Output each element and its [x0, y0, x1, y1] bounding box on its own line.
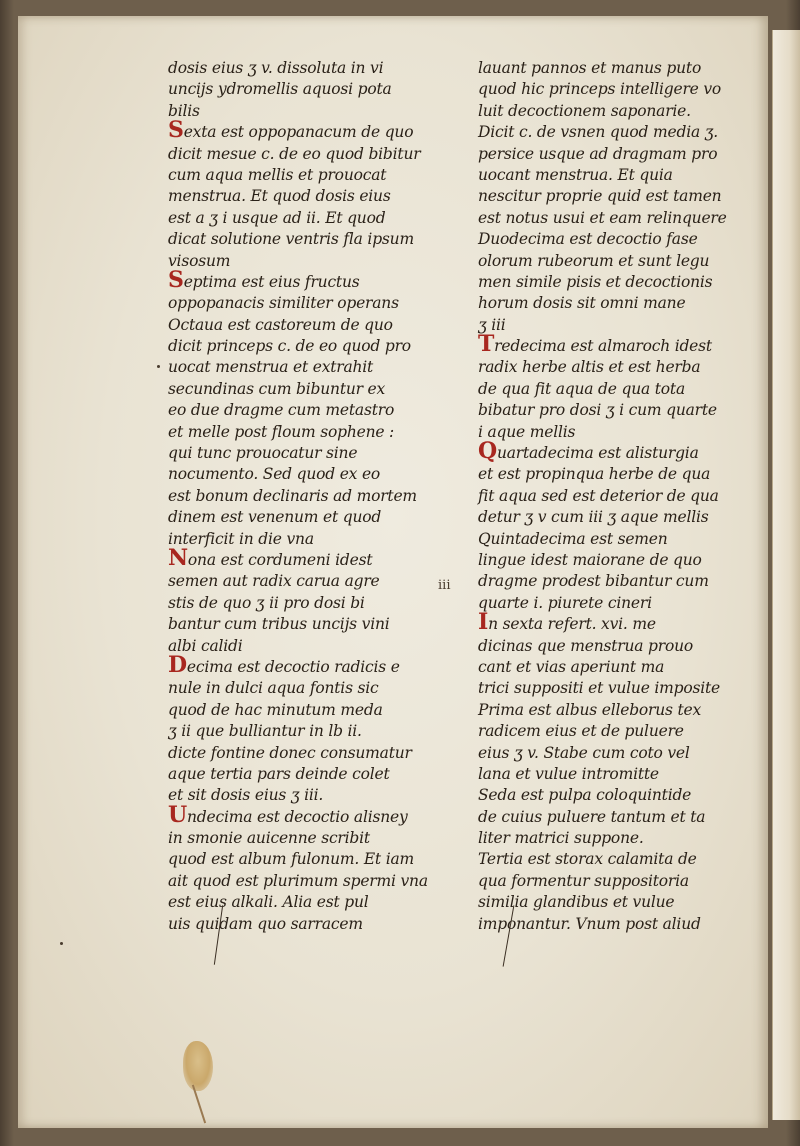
text-line: est a ʒ i usque ad ii. Et quod	[168, 208, 386, 227]
text-line: lauant pannos et manus puto	[478, 59, 702, 77]
text-line: qua formentur suppositoria	[478, 871, 689, 890]
text-line: quod est album fulonum. Et iam	[168, 850, 414, 869]
text-line: dragme prodest bibantur cum	[478, 572, 709, 591]
text-line: Seda est pulpa coloquintide	[478, 786, 692, 805]
text-line: et est propinqua herbe de qua	[478, 465, 711, 484]
text-line: uocat menstrua et extrahit	[168, 358, 374, 377]
rubric-initial: T	[478, 331, 495, 358]
text-line: men simile pisis et decoctionis	[478, 272, 713, 291]
text-line: uncijs ydromellis aquosi pota	[168, 80, 392, 99]
text-line: quod hic princeps intelligere vo	[478, 80, 722, 99]
text-line: de cuius puluere tantum et ta	[478, 807, 706, 826]
text-line: semen aut radix carua agre	[168, 572, 380, 591]
text-line: luit decoctionem saponarie.	[478, 101, 691, 120]
rubric-initial: N	[168, 544, 188, 571]
text-line: visosum	[168, 251, 231, 270]
text-line: dicte fontine donec consumatur	[168, 743, 412, 762]
text-line: oppopanacis similiter operans	[168, 294, 399, 313]
text-line: stis de quo ʒ ii pro dosi bi	[168, 593, 365, 612]
text-line: dosis eius ʒ v. dissoluta in vi	[168, 59, 384, 77]
text-line: qui tunc prouocatur sine	[168, 444, 358, 463]
text-line: eo due dragme cum metastro	[168, 401, 395, 420]
line-text: redecima est almaroch idest	[494, 337, 712, 356]
rubric-initial: I	[478, 609, 489, 636]
text-line: radicem eius et de puluere	[478, 722, 684, 741]
text-line: liter matrici suppone.	[478, 829, 644, 848]
text-line: imponantur. Vnum post aliud	[478, 914, 701, 933]
text-line: dicit princeps c. de eo quod pro	[168, 337, 411, 356]
text-line: fit aqua sed est deterior de qua	[478, 486, 719, 505]
text-line: bantur cum tribus uncijs vini	[168, 615, 390, 634]
text-line: olorum rubeorum et sunt legu	[478, 251, 710, 270]
text-line: est notus usui et eam relinquere	[478, 208, 727, 227]
text-line: ʒ ii que bulliantur in lb ii.	[168, 722, 362, 741]
text-line	[168, 801, 468, 828]
text-line: quod de hac minutum meda	[168, 700, 383, 719]
text-line: cum aqua mellis et prouocat	[168, 165, 387, 184]
rubric-initial: D	[168, 651, 187, 678]
text-line: persice usque ad dragmam pro	[478, 144, 718, 163]
marginal-note: iii	[438, 578, 451, 593]
rubric-initial: S	[168, 117, 184, 144]
text-line: Tertia est storax calamita de	[478, 850, 697, 869]
text-line: cant et vias aperiunt ma	[478, 657, 665, 676]
line-text: exta est oppopanacum de quo	[183, 123, 414, 142]
line-text: uartadecima est alisturgia	[496, 444, 699, 463]
text-line: interficit in die vna	[168, 529, 314, 548]
text-line: detur ʒ v cum iii ʒ aque mellis	[478, 508, 709, 527]
text-line: nescitur proprie quid est tamen	[478, 187, 722, 206]
line-text: ndecima est decoctio alisney	[187, 807, 408, 826]
text-line	[168, 544, 468, 571]
margin-dot	[60, 942, 63, 945]
line-text: ecima est decoctio radicis e	[186, 657, 400, 676]
margin-dot	[157, 365, 160, 368]
line-text: n sexta refert. xvi. me	[488, 615, 656, 634]
text-line: secundinas cum bibuntur ex	[168, 379, 386, 398]
text-line: quarte i. piurete cineri	[478, 593, 652, 612]
rubric-initial: U	[168, 801, 187, 828]
right-text-column	[478, 58, 778, 935]
text-line: Prima est albus elleborus tex	[478, 700, 702, 719]
text-line: horum dosis sit omni mane	[478, 294, 686, 313]
left-text-column	[168, 58, 468, 935]
text-line: trici suppositi et vulue imposite	[478, 679, 721, 698]
text-line: similia glandibus et vulue	[478, 893, 675, 912]
rubric-initial: S	[168, 266, 184, 293]
text-line: ʒ iii	[478, 315, 506, 334]
text-line	[168, 266, 468, 293]
text-line: et sit dosis eius ʒ iii.	[168, 786, 324, 805]
line-text: ona est cordumeni idest	[187, 550, 373, 569]
text-line: dinem est venenum et quod	[168, 508, 382, 527]
text-line: dicit mesue c. de eo quod bibitur	[168, 144, 421, 163]
text-line: uis quidam quo sarracem	[168, 914, 363, 933]
text-line: dicinas que menstrua prouo	[478, 636, 694, 655]
text-line: de qua fit aqua de qua tota	[478, 379, 685, 398]
rubric-initial: Q	[478, 438, 497, 465]
text-line: et melle post floum sophene :	[168, 422, 395, 441]
text-line: i aque mellis	[478, 422, 576, 441]
text-line	[168, 651, 468, 678]
text-line: Dicit c. de vsnen quod media ʒ.	[478, 123, 718, 142]
text-line: Duodecima est decoctio fase	[478, 230, 698, 249]
text-line: uocant menstrua. Et quia	[478, 165, 673, 184]
text-line: dicat solutione ventris fla ipsum	[168, 230, 414, 249]
text-line: bilis	[168, 101, 200, 120]
text-line	[168, 117, 468, 144]
text-line	[478, 331, 778, 358]
text-line: nule in dulci aqua fontis sic	[168, 679, 379, 698]
text-line: menstrua. Et quod dosis eius	[168, 187, 391, 206]
text-line: eius ʒ v. Stabe cum coto vel	[478, 743, 690, 762]
text-line: radix herbe altis et est herba	[478, 358, 701, 377]
text-line: est eius alkali. Alia est pul	[168, 893, 369, 912]
text-line: est bonum declinaris ad mortem	[168, 486, 417, 505]
text-line: Quintadecima est semen	[478, 529, 668, 548]
text-line: lana et vulue intromitte	[478, 764, 659, 783]
text-line: in smonie auicenne scribit	[168, 829, 370, 848]
wax-stain	[183, 1041, 213, 1091]
text-line	[478, 438, 778, 465]
text-line: lingue idest maiorane de quo	[478, 550, 702, 569]
text-line: ait quod est plurimum spermi vna	[168, 871, 428, 890]
line-text: eptima est eius fructus	[183, 272, 360, 291]
text-line: bibatur pro dosi ʒ i cum quarte	[478, 401, 717, 420]
text-line: nocumento. Sed quod ex eo	[168, 465, 381, 484]
text-line	[478, 609, 778, 636]
text-line: Octaua est castoreum de quo	[168, 315, 393, 334]
text-line: aque tertia pars deinde colet	[168, 764, 390, 783]
text-line: albi calidi	[168, 636, 243, 655]
